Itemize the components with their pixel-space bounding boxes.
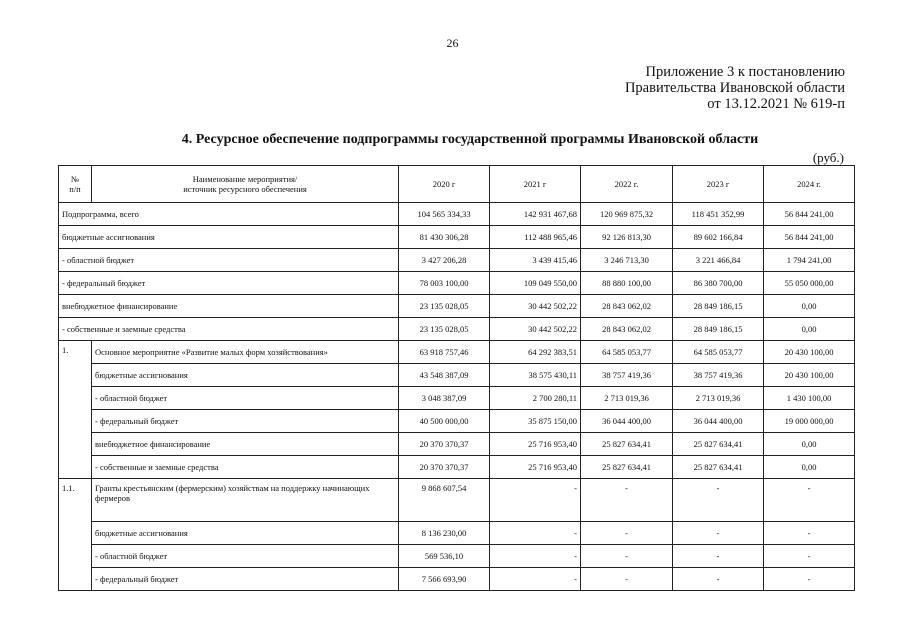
table-row [59, 545, 855, 568]
row-label: бюджетные ассигнования [92, 522, 399, 545]
table-row [59, 364, 855, 387]
cell-value: 63 918 757,46 [399, 341, 490, 364]
table-row [59, 295, 855, 318]
table-row [59, 272, 855, 295]
cell-value: - [490, 545, 581, 568]
table-row [59, 387, 855, 410]
cell-value: 112 488 965,46 [490, 226, 581, 249]
table-row [59, 522, 855, 545]
cell-value: 36 044 400,00 [673, 410, 764, 433]
header-year-2020: 2020 г [399, 166, 490, 203]
cell-value: 20 370 370,37 [399, 433, 490, 456]
header-name-line2: источник ресурсного обеспечения [183, 184, 307, 194]
cell-value: 3 246 713,30 [581, 249, 673, 272]
cell-value: - [673, 568, 764, 591]
cell-value: 8 136 230,00 [399, 522, 490, 545]
resource-table [58, 165, 855, 591]
cell-value: - [673, 522, 764, 545]
currency-unit: (руб.) [812, 150, 844, 165]
appendix-line-2: Правительства Ивановской области [624, 80, 845, 96]
cell-value: 120 969 875,32 [581, 203, 673, 226]
cell-value: 20 370 370,37 [399, 456, 490, 479]
cell-value: - [581, 479, 673, 522]
cell-value: 64 585 053,77 [673, 341, 764, 364]
row-label: бюджетные ассигнования [92, 364, 399, 387]
table-row [59, 318, 855, 341]
row-label: Гранты крестьянским (фермерским) хозяйствам на поддержку начинающих фермеров [92, 479, 399, 522]
cell-value: 3 439 415,46 [490, 249, 581, 272]
cell-value: 0,00 [764, 318, 855, 341]
cell-value: 25 827 634,41 [673, 433, 764, 456]
row-label: - собственные и заемные средства [59, 318, 399, 341]
cell-value: 38 757 419,36 [673, 364, 764, 387]
appendix-line-1: Приложение 3 к постановлению [645, 64, 845, 80]
cell-value: 109 049 550,00 [490, 272, 581, 295]
document-title: 4. Ресурсное обеспечение подпрограммы государственной программы Ивановской области [181, 132, 759, 147]
header-no [59, 166, 92, 203]
table-row [59, 433, 855, 456]
cell-value: 3 427 206,28 [399, 249, 490, 272]
cell-value: 28 849 186,15 [673, 295, 764, 318]
cell-value: 20 430 100,00 [764, 364, 855, 387]
cell-value: 25 716 953,40 [490, 433, 581, 456]
cell-value: 81 430 306,28 [399, 226, 490, 249]
cell-value: 104 565 334,33 [399, 203, 490, 226]
header-year-2024: 2024 г. [764, 166, 855, 203]
cell-value: 89 602 166,84 [673, 226, 764, 249]
cell-value: 3 048 387,09 [399, 387, 490, 410]
table-row [59, 568, 855, 591]
table-row [59, 479, 855, 522]
cell-value: 88 880 100,00 [581, 272, 673, 295]
cell-value: 28 849 186,15 [673, 318, 764, 341]
table-row [59, 410, 855, 433]
cell-value: 28 843 062,02 [581, 295, 673, 318]
table-row [59, 226, 855, 249]
cell-value: 36 044 400,00 [581, 410, 673, 433]
header-name [92, 166, 399, 203]
cell-value: 43 548 387,09 [399, 364, 490, 387]
cell-value: - [581, 522, 673, 545]
cell-value: 118 451 352,99 [673, 203, 764, 226]
row-label: внебюджетное финансирование [92, 433, 399, 456]
cell-value: 1 430 100,00 [764, 387, 855, 410]
cell-value: - [764, 568, 855, 591]
row-label: - федеральный бюджет [92, 568, 399, 591]
appendix-note [625, 64, 845, 112]
header-no-line1: № [70, 174, 80, 184]
header-name-line1: Наименование мероприятия/ [192, 174, 298, 184]
row-label: - федеральный бюджет [59, 272, 399, 295]
row-label: - собственные и заемные средства [92, 456, 399, 479]
cell-value: - [581, 545, 673, 568]
row-label: - федеральный бюджет [92, 410, 399, 433]
cell-value: 23 135 028,05 [399, 318, 490, 341]
cell-value: 19 000 000,00 [764, 410, 855, 433]
cell-value: 3 221 466,84 [673, 249, 764, 272]
cell-value: - [764, 479, 855, 522]
table-row [59, 341, 855, 364]
cell-value: 569 536,10 [399, 545, 490, 568]
row-number: 1.1. [59, 479, 92, 591]
cell-value: 0,00 [764, 433, 855, 456]
cell-value: 1 794 241,00 [764, 249, 855, 272]
header-year-2021: 2021 г [490, 166, 581, 203]
cell-value: 2 700 280,11 [490, 387, 581, 410]
cell-value: 78 003 100,00 [399, 272, 490, 295]
appendix-line-3: от 13.12.2021 № 619-п [707, 96, 845, 112]
cell-value: 25 827 634,41 [581, 433, 673, 456]
header-year-2022: 2022 г. [581, 166, 673, 203]
cell-value: 0,00 [764, 295, 855, 318]
cell-value: 25 827 634,41 [581, 456, 673, 479]
cell-value: - [490, 479, 581, 522]
cell-value: - [581, 568, 673, 591]
row-label: - областной бюджет [92, 545, 399, 568]
table-row [59, 456, 855, 479]
cell-value: 30 442 502,22 [490, 318, 581, 341]
cell-value: 38 575 430,11 [490, 364, 581, 387]
row-number: 1. [59, 341, 92, 479]
header-row [59, 166, 855, 203]
cell-value: - [490, 568, 581, 591]
row-label: внебюджетное финансирование [59, 295, 399, 318]
row-label: Подпрограмма, всего [59, 203, 399, 226]
cell-value: 7 566 693,90 [399, 568, 490, 591]
cell-value: 2 713 019,36 [581, 387, 673, 410]
cell-value: 142 931 467,68 [490, 203, 581, 226]
cell-value: 25 827 634,41 [673, 456, 764, 479]
cell-value: 9 868 607,54 [399, 479, 490, 522]
table-row [59, 249, 855, 272]
cell-value: - [673, 479, 764, 522]
cell-value: 30 442 502,22 [490, 295, 581, 318]
cell-value: 55 050 000,00 [764, 272, 855, 295]
cell-value: 0,00 [764, 456, 855, 479]
cell-value: - [764, 545, 855, 568]
cell-value: - [490, 522, 581, 545]
header-no-line2: п/п [69, 184, 81, 194]
cell-value: 92 126 813,30 [581, 226, 673, 249]
cell-value: - [764, 522, 855, 545]
cell-value: 56 844 241,00 [764, 203, 855, 226]
row-label: бюджетные ассигнования [59, 226, 399, 249]
cell-value: 86 380 700,00 [673, 272, 764, 295]
table-row [59, 203, 855, 226]
cell-value: 64 585 053,77 [581, 341, 673, 364]
page-number: 26 [446, 36, 459, 50]
cell-value: 38 757 419,36 [581, 364, 673, 387]
cell-value: 56 844 241,00 [764, 226, 855, 249]
cell-value: 25 716 953,40 [490, 456, 581, 479]
cell-value: 2 713 019,36 [673, 387, 764, 410]
cell-value: 20 430 100,00 [764, 341, 855, 364]
row-label: - областной бюджет [92, 387, 399, 410]
cell-value: 35 875 150,00 [490, 410, 581, 433]
row-label: - областной бюджет [59, 249, 399, 272]
cell-value: - [673, 545, 764, 568]
row-label: Основное мероприятие «Развитие малых форм хозяйствования» [92, 341, 399, 364]
cell-value: 28 843 062,02 [581, 318, 673, 341]
cell-value: 23 135 028,05 [399, 295, 490, 318]
header-year-2023: 2023 г [673, 166, 764, 203]
cell-value: 64 292 383,51 [490, 341, 581, 364]
cell-value: 40 500 000,00 [399, 410, 490, 433]
